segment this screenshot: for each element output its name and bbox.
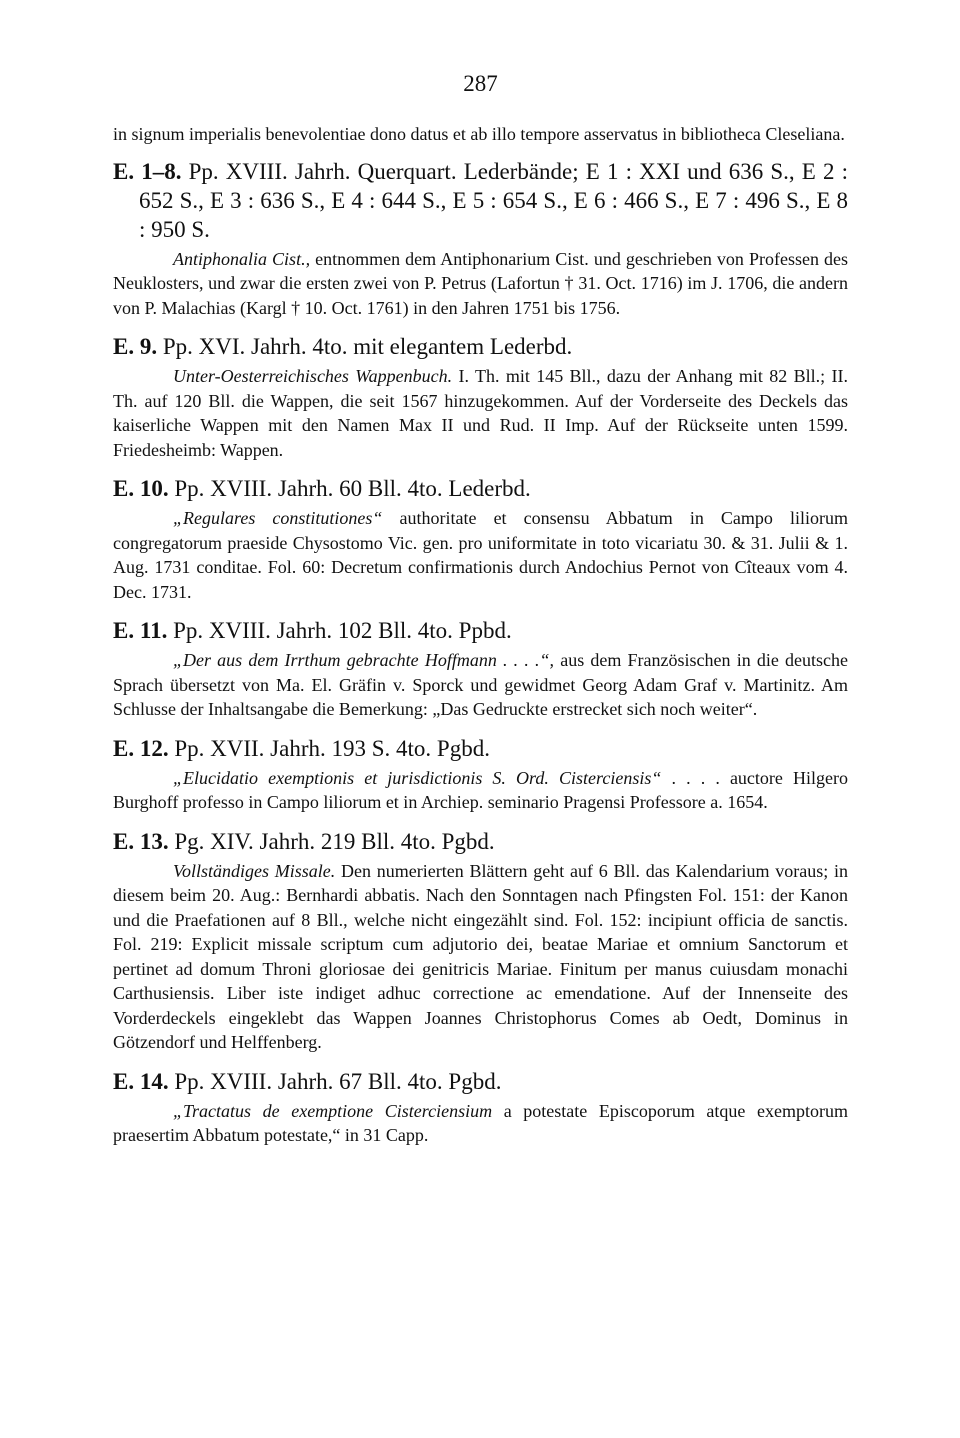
entry-signature: E. 14.	[113, 1068, 169, 1094]
entry-description: Pp. XVIII. Jahrh. 60 Bll. 4to. Lederbd.	[174, 476, 531, 501]
intro-paragraph: in signum imperialis benevolentiae dono datus et ab illo tempore asservatus in bibliotheca Cleseliana.	[113, 124, 845, 144]
entry-e10	[113, 474, 848, 604]
entry-description: Pp. XVIII. Jahrh. 102 Bll. 4to. Ppbd.	[173, 618, 512, 643]
entry-text: authoritate et consensu Abbatum in Campo liliorum congregatorum praeside Chysostomo Vic. gen. pro uniformitate in toto vicariatu 30. & 31. Julii & 1. Aug. 1731 conditae. Fol. 60: Decretum confirmationis durch Andochius Pernot von Cîteaux vom 4. Dec. 1731.	[113, 508, 848, 602]
entry-description: Pp. XVIII. Jahrh. Querquart. Lederbände; E 1 : XXI und 636 S., E 2 : 652 S., E 3 : 636 S., E 4 : 644 S., E 5 : 654 S., E 6 : 466 S., E 7 : 496 S., E 8 : 950 S.	[139, 158, 849, 242]
entry-title: Vollständiges Missale.	[173, 860, 336, 881]
document-page	[113, 64, 848, 1148]
entry-heading	[113, 332, 848, 361]
entry-title: „Der aus dem Irrthum gebrachte Hoffmann . . . .“,	[173, 650, 555, 670]
entry-text: a potestate Episcoporum atque exemptorum praesertim Abbatum potestate,“ in 31 Capp.	[113, 1100, 848, 1145]
entry-e14	[113, 1067, 848, 1148]
entry-title: Antiphonalia Cist.,	[173, 248, 311, 269]
entry-e11	[113, 616, 848, 722]
entry-description: Pp. XVIII. Jahrh. 67 Bll. 4to. Pgbd.	[174, 1068, 502, 1094]
entry-heading	[113, 1067, 848, 1096]
entry-text: . . . . auctore Hilgero Burghoff professo in Campo liliorum et in Archiep. seminario Pragensi Professore a. 1654.	[113, 767, 849, 812]
entry-e1-8	[113, 157, 848, 321]
entry-body	[113, 648, 848, 722]
entry-description: Pp. XVII. Jahrh. 193 S. 4to. Pgbd.	[174, 735, 490, 761]
entry-body	[113, 859, 848, 1055]
entry-title: „Elucidatio exemptionis et jurisdictionis S. Ord. Cisterciensis“	[173, 767, 662, 788]
page-number: 287	[463, 71, 498, 96]
entry-heading	[113, 734, 848, 763]
entry-heading	[113, 157, 848, 244]
entry-description: Pg. XIV. Jahrh. 219 Bll. 4to. Pgbd.	[174, 828, 495, 854]
entry-signature: E. 1–8.	[113, 158, 182, 184]
entry-signature: E. 11.	[113, 618, 168, 643]
entry-e9	[113, 332, 848, 462]
entry-heading	[113, 616, 848, 645]
entry-body	[113, 766, 848, 815]
entry-body	[113, 506, 848, 604]
entry-body	[113, 247, 848, 321]
entry-text: aus dem Französischen in die deutsche Sprach übersetzt von Ma. El. Gräfin v. Sporck und gewidmet Georg Adam Graf v. Martinitz. Am Schlusse der Inhaltsangabe die Bemerkung: „Das Gedruckte erstrecket sich noch weiter“.	[113, 650, 848, 719]
entry-e13	[113, 827, 848, 1055]
entry-signature: E. 10.	[113, 476, 169, 501]
entry-e12	[113, 734, 848, 815]
entry-title: „Regulares constitutiones“	[173, 508, 383, 528]
entry-body	[113, 1099, 848, 1148]
entry-heading	[113, 474, 848, 503]
entry-text: I. Th. mit 145 Bll., dazu der Anhang mit 82 Bll.; II. Th. auf 120 Bll. die Wappen, die seit 1567 hinzugekommen. Auf der Vorderseite des Deckels das kaiserliche Wappen mit den Namen Max II und Rud. II Imp. Auf der Rückseite unten 1599. Friedesheimb: Wappen.	[113, 366, 848, 460]
entry-title: „Tractatus de exemptione Cisterciensium	[173, 1100, 493, 1121]
entry-signature: E. 13.	[113, 828, 169, 854]
entry-heading	[113, 827, 848, 856]
entry-text: Den numerierten Blättern geht auf 6 Bll. das Kalendarium voraus; in diesem beim 20. Aug.: Bernhardi abbatis. Nach den Sonntagen nach Pfingsten Fol. 151: der Kanon und die Praefationen auf 8 Bll., welche nicht eingezählt sind. Fol. 152: incipiunt officia de sanctis. Fol. 219: Explicit missale scriptum cum adjutorio dei, beatae Mariae et omnium Sanctorum et pertinet ad domum Throni gloriosae dei genitricis Mariae. Finitum per manus cuiusdam monachi Carthusiensis. Liber iste indiget adhuc correctione ac emendatione. Auf der Innenseite des Vorderdeckels eingeklebt das Wappen Joannes Christophorus Comes ab Oedt, Dominus in Götzendorf und Helffenberg.	[113, 860, 849, 1052]
entry-signature: E. 12.	[113, 735, 169, 761]
entry-text: entnommen dem Antiphonarium Cist. und geschrieben von Professen des Neuklosters, und zwar die ersten zwei von P. Petrus (Lafortun † 31. Oct. 1716) im J. 1706, die andern von P. Malachias (Kargl † 10. Oct. 1761) in den Jahren 1751 bis 1756.	[113, 248, 849, 318]
entry-signature: E. 9.	[113, 334, 158, 359]
entry-body	[113, 364, 848, 462]
entry-title: Unter-Oesterreichisches Wappenbuch.	[173, 366, 453, 386]
entry-description: Pp. XVI. Jahrh. 4to. mit elegantem Lederbd.	[162, 334, 573, 359]
